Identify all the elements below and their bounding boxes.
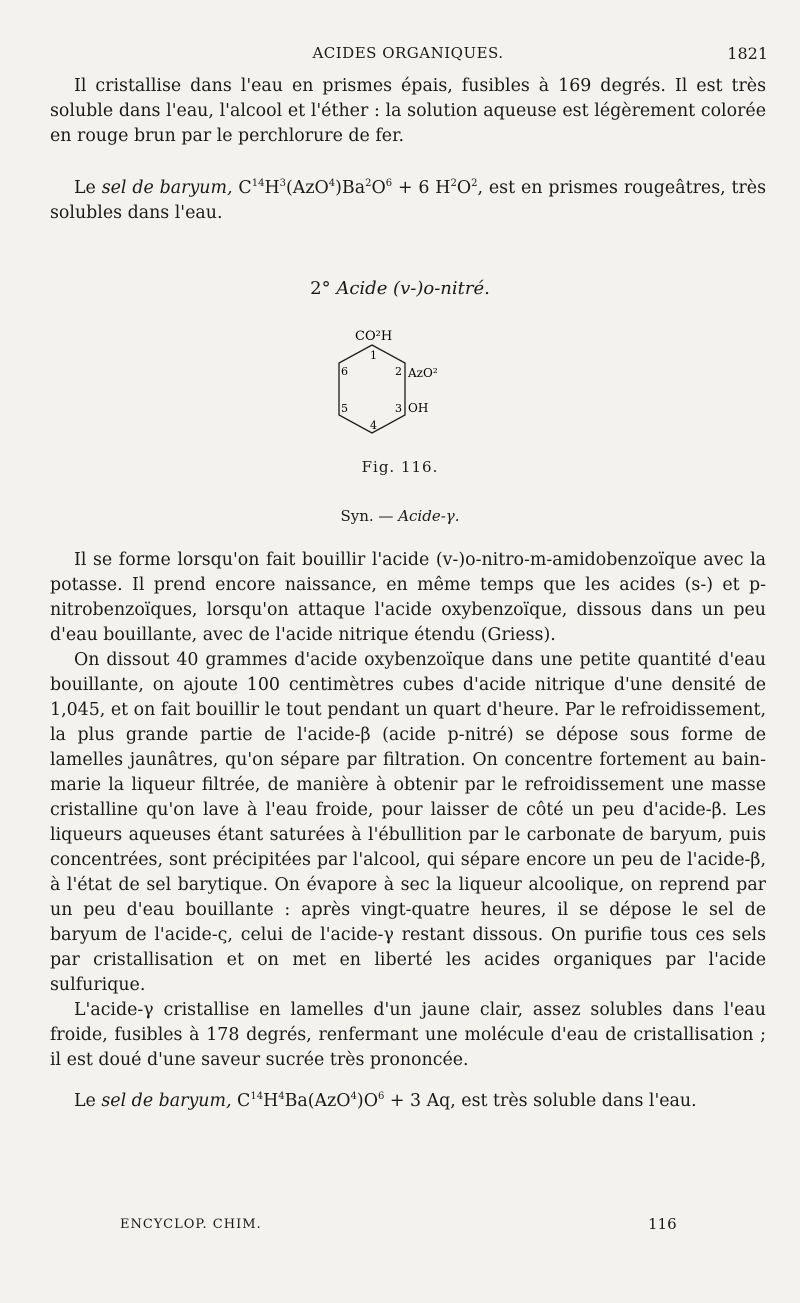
properties-paragraph: L'acide-γ cristallise en lamelles d'un jaune clair, assez solubles dans l'eau froide, fusibles à 178 degrés, renfermant une molécule d'eau de cristallisation ; il est doué d'une saveur sucrée très prononcée. — [50, 1000, 766, 1070]
hydroxyl-substituent-label: OH — [408, 401, 429, 415]
footer-publication: ENCYCLOP. CHIM. — [120, 1217, 262, 1232]
section-number: 2° — [310, 278, 331, 299]
chemical-formula: $C^{14}H^4Ba(AzO^4)O^6$ — [237, 1091, 385, 1111]
carboxyl-group-label: CO²H — [355, 329, 393, 344]
running-title: ACIDES ORGANIQUES. — [312, 44, 504, 62]
main-text-section — [50, 548, 766, 1114]
position-4-label: 4 — [370, 419, 377, 432]
text-rest: + 3 Aq, est très soluble dans l'eau. — [384, 1091, 697, 1111]
position-2-label: 2 — [395, 365, 402, 378]
chemical-formula: $C^{14}H^3(AzO^4)Ba^2O^6 + 6$ $H^2O^2$ — [238, 178, 478, 198]
preparation-paragraph: Il se forme lorsqu'on fait bouillir l'acide (v-)o-nitro-m-amidobenzoïque avec la potasse. Il prend encore naissance, en même temps que les acides (s-) et p-nitrobenzoïques, lorsqu'on attaque l'acide oxybenzoïque, dissous dans un peu d'eau bouillante, avec de l'acide nitrique étendu (Griess). — [50, 550, 766, 645]
position-3-label: 3 — [395, 402, 402, 415]
synonym-line — [0, 507, 800, 525]
benzene-ring-diagram — [300, 325, 500, 455]
position-1-label: 1 — [370, 349, 377, 362]
nitro-substituent-label: AzO² — [408, 366, 438, 380]
intro-section — [50, 74, 766, 149]
procedure-paragraph: On dissout 40 grammes d'acide oxybenzoïque dans une petite quantité d'eau bouillante, on ajoute 100 centimètres cubes d'acide nitrique d'une densité de 1,045, et on fait bouillir le tout pendant un quart d'heure. Par le refroidissement, la plus grande partie de l'acide-β (acide p-nitré) se dépose sous forme de lamelles jaunâtres, qu'on sépare par filtration. On concentre fortement au bain-marie la liqueur filtrée, de manière à obtenir par le refroidissement une masse cristalline qu'on lave à l'eau froide, pour laisser de côté un peu d'acide-β. Les liqueurs aqueuses étant saturées à l'ébullition par le carbonate de baryum, puis concentrées, sont précipitées par l'alcool, qui sépare encore un peu de l'acide-β, à l'état de sel barytique. On évapore à sec la liqueur alcoolique, on reprend par un peu d'eau bouillante : après vingt-quatre heures, il se dépose le sel de baryum de l'acide-ς, celui de l'acide-γ restant dissous. On purifie tous ces sels par cristallisation et on met en liberté les acides organiques par l'acide sulfurique. — [50, 650, 766, 995]
barium-salt-paragraph — [50, 176, 766, 226]
text-rest: , est en prismes rougeâtres, très solubles dans l'eau. — [50, 178, 767, 223]
salt-name: sel de baryum, — [101, 1091, 232, 1111]
barium-salt-2-paragraph — [50, 1089, 766, 1114]
position-5-label: 5 — [341, 402, 348, 415]
intro-paragraph: Il cristallise dans l'eau en prismes épais, fusibles à 169 degrés. Il est très soluble dans l'eau, l'alcool et l'éther : la solution aqueuse est légèrement colorée en rouge brun par le perchlorure de fer. — [50, 76, 766, 146]
text-prefix: Le — [74, 178, 102, 198]
section-title: Acide (v-)o-nitré. — [336, 278, 490, 299]
position-6-label: 6 — [341, 365, 348, 378]
salt-name: sel de baryum, — [101, 178, 233, 198]
page-header — [48, 44, 768, 68]
section-heading — [0, 278, 800, 299]
footer-signature: 116 — [648, 1215, 677, 1233]
page-number: 1821 — [727, 44, 768, 63]
text-prefix: Le — [74, 1091, 102, 1111]
synonym-value: Acide-γ. — [398, 507, 460, 525]
barium-salt-section — [50, 176, 766, 226]
synonym-label: Syn. — — [340, 507, 399, 525]
figure-caption: Fig. 116. — [361, 458, 439, 476]
